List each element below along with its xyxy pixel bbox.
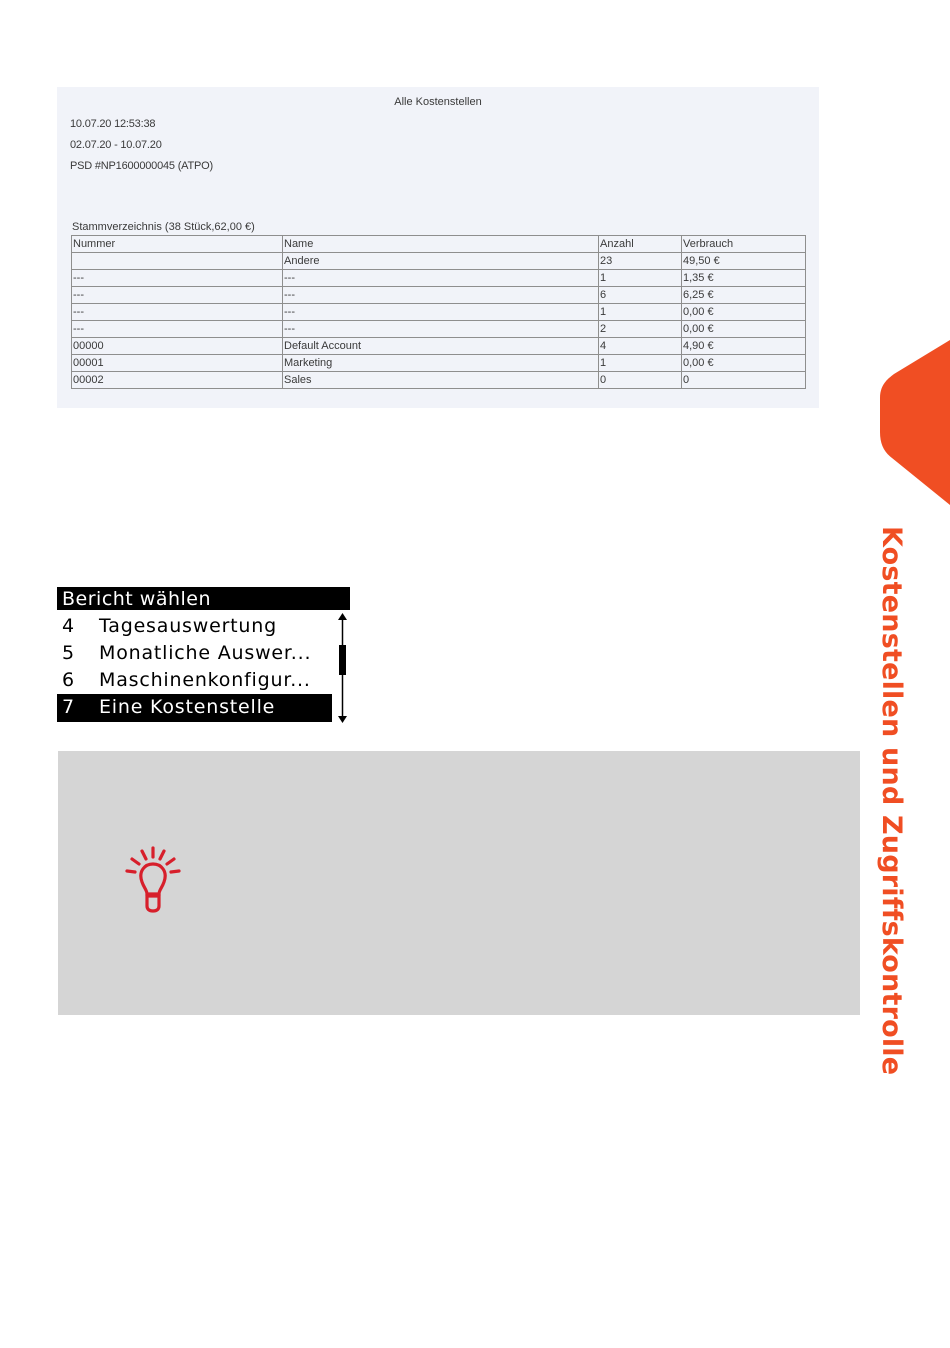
table-row: [72, 338, 806, 355]
cell-verbrauch: 6,25 €: [682, 287, 806, 304]
lcd-menu-display: [57, 587, 350, 723]
table-row: [72, 304, 806, 321]
report-psd: PSD #NP1600000045 (ATPO): [70, 160, 213, 172]
tip-box: [58, 751, 860, 1015]
cell-anzahl: 1: [599, 270, 682, 287]
cell-verbrauch: 4,90 €: [682, 338, 806, 355]
cell-anzahl: 2: [599, 321, 682, 338]
column-header-nummer: Nummer: [72, 236, 283, 253]
menu-item-label: Eine Kostenstelle: [99, 696, 276, 718]
cell-name: ---: [283, 321, 599, 338]
cell-nummer: [72, 253, 283, 270]
cell-nummer: ---: [72, 287, 283, 304]
menu-item-monatliche-auswertung[interactable]: [57, 640, 332, 666]
scroll-down-arrow-icon: [338, 716, 347, 723]
report-title: Alle Kostenstellen: [394, 96, 482, 108]
cell-nummer: ---: [72, 304, 283, 321]
cell-name: Sales: [283, 372, 599, 389]
column-header-anzahl: Anzahl: [599, 236, 682, 253]
cell-name: ---: [283, 287, 599, 304]
column-header-name: Name: [283, 236, 599, 253]
table-header-row: [72, 236, 806, 253]
menu-item-number: 6: [62, 669, 75, 691]
cell-nummer: 00002: [72, 372, 283, 389]
menu-item-label: Maschinenkonfigur...: [99, 669, 311, 691]
cell-verbrauch: 0,00 €: [682, 304, 806, 321]
cell-name: ---: [283, 304, 599, 321]
report-datetime: 10.07.20 12:53:38: [70, 118, 156, 130]
cell-anzahl: 4: [599, 338, 682, 355]
table-row: [72, 270, 806, 287]
report-directory: Stammverzeichnis (38 Stück,62,00 €): [72, 221, 255, 233]
cell-anzahl: 0: [599, 372, 682, 389]
report-table: [71, 235, 806, 389]
column-header-verbrauch: Verbrauch: [682, 236, 806, 253]
menu-item-tagesauswertung[interactable]: [57, 613, 332, 639]
menu-item-label: Tagesauswertung: [99, 615, 277, 637]
cell-verbrauch: 49,50 €: [682, 253, 806, 270]
table-row: [72, 253, 806, 270]
cell-name: ---: [283, 270, 599, 287]
cell-verbrauch: 0,00 €: [682, 321, 806, 338]
lcd-menu-title: Bericht wählen: [57, 587, 350, 610]
cell-nummer: 00000: [72, 338, 283, 355]
cell-nummer: 00001: [72, 355, 283, 372]
scroll-up-arrow-icon: [338, 613, 347, 620]
table-row: [72, 355, 806, 372]
menu-item-eine-kostenstelle-selected[interactable]: [57, 694, 332, 722]
report-period: 02.07.20 - 10.07.20: [70, 139, 162, 151]
scrollbar[interactable]: [335, 613, 350, 723]
side-tab-marker: [880, 340, 950, 505]
cell-anzahl: 6: [599, 287, 682, 304]
cell-nummer: ---: [72, 321, 283, 338]
menu-item-number: 7: [62, 696, 75, 718]
cell-nummer: ---: [72, 270, 283, 287]
report-printout: [57, 87, 819, 408]
cell-verbrauch: 1,35 €: [682, 270, 806, 287]
lightbulb-icon: [123, 846, 183, 916]
table-row: [72, 321, 806, 338]
cell-anzahl: 1: [599, 304, 682, 321]
table-row: [72, 372, 806, 389]
cell-anzahl: 23: [599, 253, 682, 270]
cell-verbrauch: 0,00 €: [682, 355, 806, 372]
cell-verbrauch: 0: [682, 372, 806, 389]
menu-item-label: Monatliche Auswer...: [99, 642, 312, 664]
menu-item-number: 4: [62, 615, 75, 637]
menu-item-number: 5: [62, 642, 75, 664]
cell-name: Default Account: [283, 338, 599, 355]
cell-name: Marketing: [283, 355, 599, 372]
menu-item-maschinenkonfiguration[interactable]: [57, 667, 332, 693]
cell-anzahl: 1: [599, 355, 682, 372]
cell-name: Andere: [283, 253, 599, 270]
table-row: [72, 287, 806, 304]
scrollbar-thumb: [339, 645, 346, 675]
side-section-label: Kostenstellen und Zugriffskontrolle: [876, 526, 907, 1076]
